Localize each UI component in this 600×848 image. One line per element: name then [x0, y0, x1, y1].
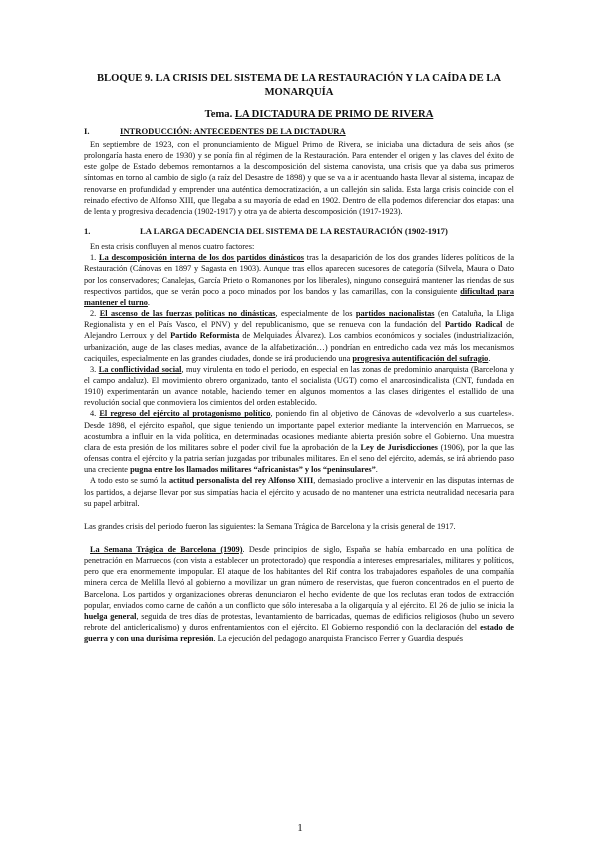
factor-emphasis: progresiva autentificación del sufragio — [352, 353, 489, 363]
king-paragraph — [84, 475, 514, 508]
king-text: , demasiado proclive a intervenir en las disputas internas de los partidos, a dejarse llevar por sus simpatías hacia el ejército y acusado de no mantener una estricta neutralidad necesaria para su papel arbitral. — [84, 476, 514, 508]
factor-text: de Alejandro Lerroux y del — [84, 320, 514, 341]
factor-number: 4. — [90, 409, 97, 419]
tragic-week-text: , seguida de tres días de protestas, levantamiento de barricadas, quemas de edificios religiosos (hubo un severo rebrote del anticlericalismo) y duros enfrentamientos con el ejército. El Gobierno respondió con la declaración del — [84, 611, 514, 633]
king-emphasis: actitud personalista del rey Alfonso XIII — [169, 476, 314, 486]
factor-title: La descomposición interna de los dos partidos dinásticos — [99, 253, 304, 263]
factor-text: tras la desaparición de los dos grandes líderes políticos de la Restauración (Cánovas en 1897 y Sagasta en 1903). Aunque tras ellos aparecen sucesores de categoría (Silvela, Maura o Dato por los conservadores; Canalejas, García Prieto o Romanones por los liberales), ninguno conseguirá mantener las riendas de sus respectivos partidos, que se verán poco a poco minados por los bandos y las camarillas, con la consiguiente — [84, 253, 515, 296]
factor-text: . — [375, 465, 378, 475]
factor-text: de Melquiades Álvarez). Los cambios económicos y sociales (industrialización, urbanización, auge de las clases medias, avance de la alfabetización…) pondrían en entredicho cada vez más los mecanismos caciquiles, especialmente en las grandes ciudades, donde se irá produciendo una — [84, 331, 514, 363]
factor-text: (1906), por la que las ofensas contra el ejército y la patria serían juzgadas por tribunales militares. En el seno del ejército, además, se irá abriendo paso una creciente — [84, 442, 515, 475]
factor-title: La conflictividad social — [98, 364, 182, 374]
factor-text: . — [488, 353, 491, 363]
document-title: BLOQUE 9. LA CRISIS DEL SISTEMA DE LA RESTAURACIÓN Y LA CAÍDA DE LA MONARQUÍA — [96, 73, 502, 98]
factor-text: , muy virulenta en todo el periodo, en especial en las zonas de predominio anarquista (Barcelona y el campo andaluz). El movimiento obrero organizado, tanto el socialista (UGT) como el anarcosindicalista (CNT, fundada en 1910) experimentarán un avance notable, haciendo temer en algunos momentos a las clases dirigentes el estallido de una revolución social que conmoviera los cimientos del orden establecido. — [84, 364, 514, 408]
intro-paragraph: En septiembre de 1923, con el pronunciamiento de Miguel Primo de Rivera, se iniciaba una dictadura de seis años (se prolongaría hasta enero de 1930) y se ponía fin al régimen de la Restauración. Para entender el origen y las claves del éxito de este golpe de Estado debemos remontarnos a la descomposición del sistema canovista, una crisis que ya daba sus primeros síntomas en torno al cambio de siglo (a raíz del Desastre de 1898) y que se va a ir acentuando hasta llevar al sistema, incapaz de renovarse en profundidad y emprender una auténtica democratización, a un callejón sin salida. Esta larga crisis coincide con el reinado efectivo de Alfonso XIII, que llegaba a su mayoría de edad en 1902. Dentro de ella podemos diferenciar dos etapas: una de lenta y progresiva decadencia (1902-1917) y otra ya de abierta descomposición (1917-1923). — [84, 140, 514, 216]
section-heading-introduction — [84, 126, 514, 137]
factor-emphasis: partidos nacionalistas — [355, 309, 435, 319]
factor-title: El ascenso de las fuerzas políticas no dinásticas — [99, 309, 276, 319]
topic-heading — [124, 108, 514, 122]
factor-title: El regreso del ejército al protagonismo político — [99, 409, 271, 419]
factor-emphasis: pugna entre los llamados militares “africanistas” y los “peninsulares” — [130, 465, 376, 475]
factor-number: 1. — [90, 253, 97, 263]
topic-title: LA DICTADURA DE PRIMO DE RIVERA — [234, 109, 434, 120]
tragic-week-text: . La ejecución del pedagogo anarquista Francisco Ferrer y Guardia después — [213, 634, 463, 644]
section-title: LA LARGA DECADENCIA DEL SISTEMA DE LA RESTAURACIÓN (1902-1917) — [140, 226, 448, 237]
crises-paragraph: Las grandes crisis del periodo fueron las siguientes: la Semana Trágica de Barcelona y la crisis general de 1917. — [84, 521, 456, 531]
factor-text: , especialmente de los — [275, 309, 356, 319]
factor-emphasis: Partido Reformista — [170, 331, 240, 341]
section-number: 1. — [84, 226, 91, 237]
factor-text: (en Cataluña, la Lliga Regionalista y en el País Vasco, el PNV) y del republicanismo, que se renueva con la fundación del — [84, 309, 514, 330]
factor-number: 3. — [90, 364, 97, 374]
tragic-week-paragraph — [84, 544, 514, 644]
factor-text: . — [147, 297, 150, 307]
factor-text: , poniendo fin al objetivo de Cánovas de «devolverlo a sus cuarteles». Desde 1898, el ejército español, que sigue teniendo un importante papel exterior mediante la intervención en Marruecos, se acostumbra a influir en la vida política, en determinadas ocasiones mediante abierta presión sobre el Gobierno. Una muestra clara de esta presión de los militares sobre el poder civil fue la aprobación de la — [84, 409, 515, 452]
document-page — [84, 72, 514, 644]
factor-emphasis: dificultad para mantener el turno — [84, 286, 514, 307]
tragic-week-title: La Semana Trágica de Barcelona (1909) — [90, 545, 243, 554]
page-number: 1 — [297, 822, 303, 834]
factor-3 — [84, 364, 514, 409]
tragic-week-text: . Desde principios de siglo, España se había embarcado en una política de penetración en Marruecos (con vista a establecer un protectorado) que respondía a intereses empresariales, militares y políticos, pero que era enormemente impopular. El ataque de los habitantes del Rif contra los trabajadores españoles de una compañía minera cerca de Melilla llevó al gobierno a movilizar un gran número de reservistas, que fueron concentrados en el puerto de Barcelona. Los partidos y organizaciones obreras denunciaron el hecho evidente de que los reclutas eran todos de extracción popular, enviados como carne de cañón a un conflicto que sólo interesaba a la oligarquía y al ejército. El 26 de julio se inicia la — [84, 545, 514, 610]
tragic-week-emphasis: huelga general — [84, 611, 137, 621]
factor-2 — [84, 308, 514, 364]
factor-1 — [84, 252, 514, 308]
factor-4 — [84, 408, 514, 475]
factor-emphasis: Ley de Jurisdicciones — [360, 442, 438, 452]
section-title: INTRODUCCIÓN: ANTECEDENTES DE LA DICTADURA — [120, 126, 346, 136]
king-text: A todo esto se sumó la — [90, 476, 170, 486]
tragic-week-emphasis: estado de guerra y con una durísima represión — [84, 623, 514, 644]
factor-number: 2. — [90, 309, 97, 319]
topic-prefix: Tema. — [204, 109, 233, 120]
factors-intro: En esta crisis confluyen al menos cuatro factores: — [90, 242, 255, 252]
section-number: I. — [84, 126, 90, 136]
section-heading-decadence — [84, 226, 514, 237]
factor-emphasis: Partido Radical — [444, 320, 503, 330]
